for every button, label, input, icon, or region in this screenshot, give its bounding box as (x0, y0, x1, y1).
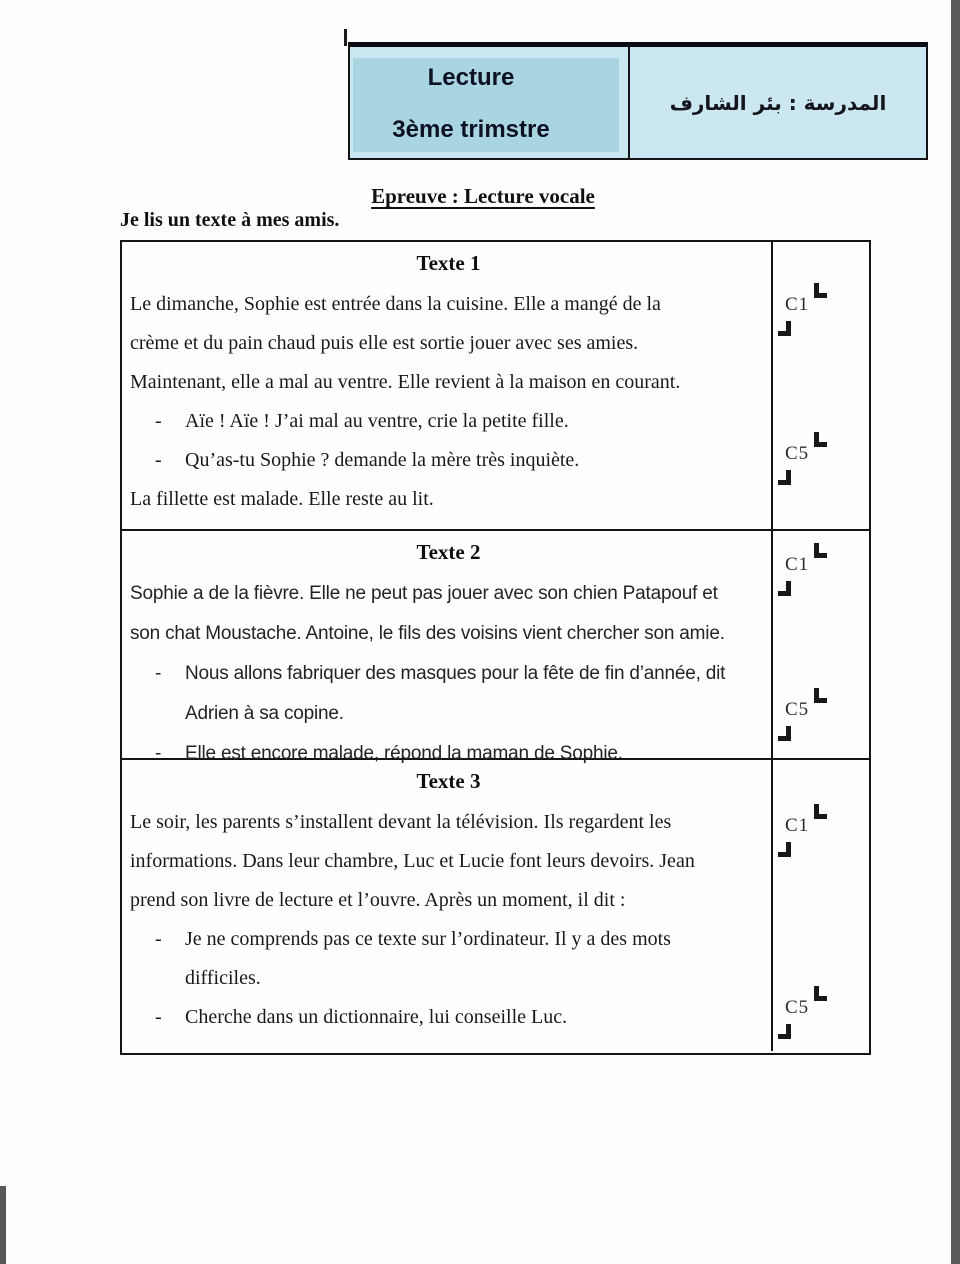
dialog-text: Je ne comprends pas ce texte sur l’ordinateur. Il y a des mots (185, 928, 671, 950)
competency-label: C1 (785, 815, 810, 836)
texte2-line: son chat Moustache. Antoine, le fils des voisins vient chercher son amie. (130, 623, 725, 644)
marker-c5 (773, 986, 869, 1046)
texte3-line: informations. Dans leur chambre, Luc et Lucie font leurs devoirs. Jean (130, 850, 695, 872)
texte2-content (122, 531, 773, 764)
check-bracket-icon (814, 283, 827, 298)
texte3-marker-cell (773, 760, 869, 1051)
dialog-text: Elle est encore malade, répond la maman de Sophie. (185, 743, 623, 764)
texte1-line: Le dimanche, Sophie est entrée dans la cuisine. Elle a mangé de la (130, 293, 661, 315)
corner-bracket-icon (778, 726, 791, 741)
check-bracket-icon (814, 688, 827, 703)
texte1-dialog-line (130, 441, 767, 480)
dialog-text: Nous allons fabriquer des masques pour la fête de fin d’année, dit (185, 663, 726, 684)
competency-label: C1 (785, 554, 810, 575)
table-row-texte3 (122, 760, 869, 1051)
texte3-dialog-continuation: difficiles. (185, 967, 261, 989)
texte3-title: Texte 3 (416, 769, 481, 793)
texte3-content (122, 760, 773, 1051)
corner-bracket-icon (778, 842, 791, 857)
corner-bracket-icon (778, 470, 791, 485)
texte2-dialog-line (130, 654, 767, 694)
check-bracket-icon (814, 543, 827, 558)
scan-edge-left (0, 1186, 6, 1264)
scan-tick-mark (344, 29, 347, 46)
texte2-marker-cell (773, 531, 869, 758)
dialog-dash: - (155, 743, 162, 764)
course-title-line2: 3ème trimstre (392, 116, 550, 143)
texte3-dialog-line (130, 920, 767, 959)
texte1-content (122, 242, 773, 529)
dialog-text: Aïe ! Aïe ! J’ai mal au ventre, crie la petite fille. (185, 410, 569, 432)
texte3-dialog-line (130, 998, 767, 1037)
corner-bracket-icon (778, 1024, 791, 1039)
check-bracket-icon (814, 804, 827, 819)
check-bracket-icon (814, 986, 827, 1001)
header-box (348, 42, 928, 160)
marker-c5 (773, 688, 869, 748)
instruction-text: Je lis un texte à mes amis. (120, 209, 340, 231)
header-right-cell (630, 47, 926, 158)
table-row-texte1 (122, 242, 869, 531)
texte2-line: Sophie a de la fièvre. Elle ne peut pas jouer avec son chien Patapouf et (130, 583, 718, 604)
texte3-line: prend son livre de lecture et l’ouvre. Après un moment, il dit : (130, 889, 626, 911)
dialog-dash: - (155, 1006, 162, 1028)
corner-bracket-icon (778, 581, 791, 596)
school-name-arabic: المدرسة : بئر الشارف (669, 90, 887, 115)
texte1-line: La fillette est malade. Elle reste au lit. (130, 488, 434, 510)
dialog-dash: - (155, 449, 162, 471)
competency-label: C1 (785, 294, 810, 315)
marker-c1 (773, 804, 869, 864)
course-title-line1: Lecture (427, 64, 515, 91)
competency-label: C5 (785, 997, 810, 1018)
header-left-cell (350, 47, 628, 158)
texte3-line: Le soir, les parents s’installent devant la télévision. Ils regardent les (130, 811, 672, 833)
marker-c5 (773, 432, 869, 492)
competency-label: C5 (785, 443, 810, 464)
corner-bracket-icon (778, 321, 791, 336)
marker-c1 (773, 283, 869, 343)
texte1-dialog-line (130, 402, 767, 441)
texte2-title: Texte 2 (416, 540, 481, 564)
dialog-dash: - (155, 410, 162, 432)
table-row-texte2 (122, 531, 869, 764)
dialog-text: Qu’as-tu Sophie ? demande la mère très inquiète. (185, 449, 580, 471)
check-bracket-icon (814, 432, 827, 447)
course-title-box (353, 58, 619, 152)
dialog-dash: - (155, 928, 162, 950)
exam-heading: Epreuve : Lecture vocale (371, 184, 595, 208)
dialog-text: Cherche dans un dictionnaire, lui conseille Luc. (185, 1006, 568, 1028)
texte1-marker-cell (773, 242, 869, 529)
competency-label: C5 (785, 699, 810, 720)
marker-c1 (773, 543, 869, 603)
texte1-line: crème et du pain chaud puis elle est sortie jouer avec ses amies. (130, 332, 639, 354)
texte2-dialog-continuation: Adrien à sa copine. (185, 703, 344, 724)
texts-table (120, 240, 871, 1055)
texte1-title: Texte 1 (416, 251, 481, 275)
texte1-line: Maintenant, elle a mal au ventre. Elle revient à la maison en courant. (130, 371, 681, 393)
dialog-dash: - (155, 663, 162, 684)
